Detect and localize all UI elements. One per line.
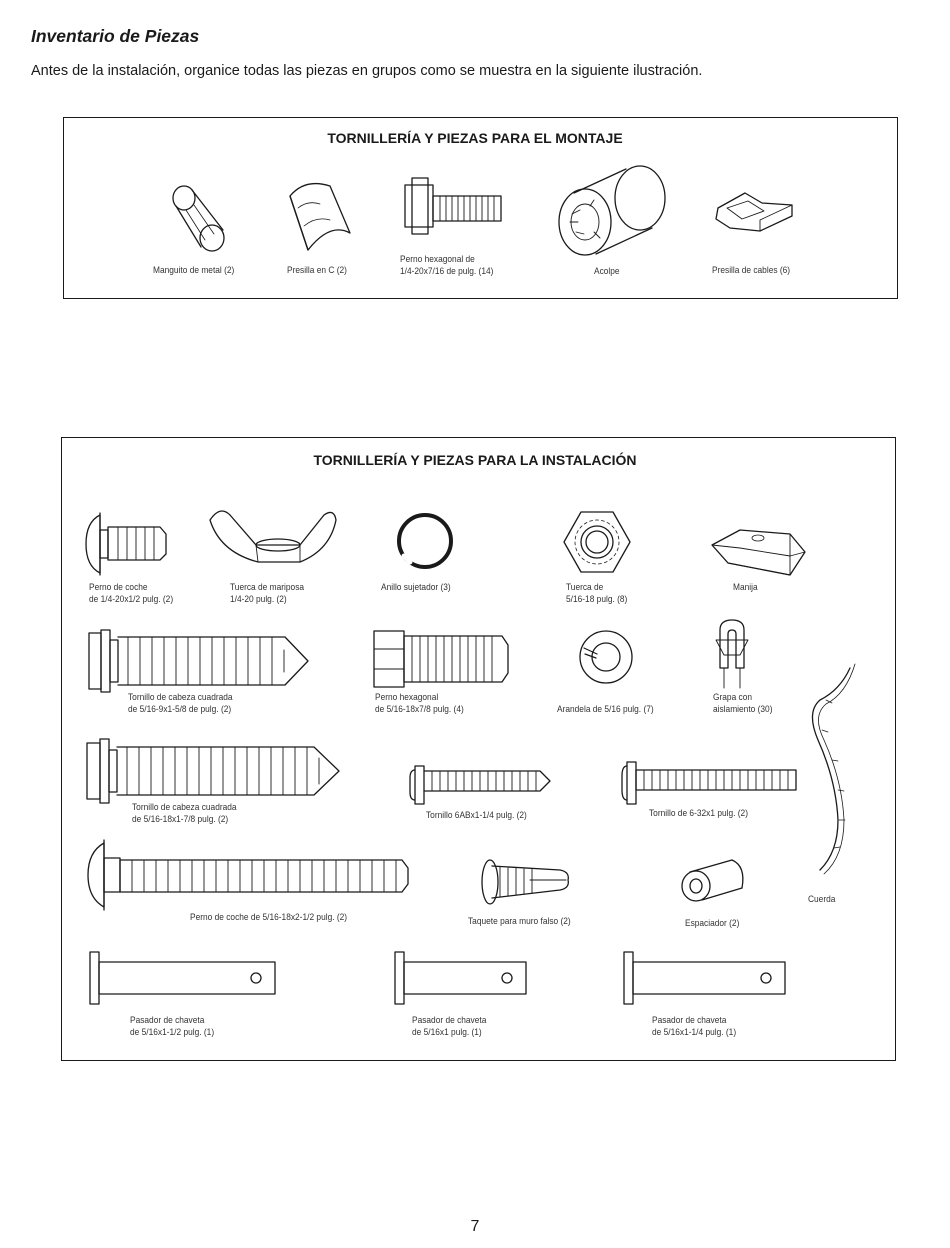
label-spacer: Espaciador (2) — [685, 918, 740, 929]
label-carriage-bolt-small: Perno de coche de 1/4-20x1/2 pulg. (2) — [89, 582, 174, 605]
label-coupler: Acolpe — [594, 266, 620, 277]
insulated-staple-icon — [716, 620, 748, 688]
cable-clip-icon — [716, 193, 792, 231]
hex-bolt-install-icon — [374, 631, 508, 687]
clevis-pin-1-icon — [90, 952, 275, 1004]
installation-hardware-title: TORNILLERÍA Y PIEZAS PARA LA INSTALACIÓN — [313, 452, 637, 468]
label-lag-screw-1: Tornillo de cabeza cuadrada de 5/16-9x1-5/8 de pulg. (2) — [128, 692, 233, 715]
label-machine-screw: Tornillo de 6-32x1 pulg. (2) — [649, 808, 748, 819]
metal-sleeve-icon — [173, 186, 224, 251]
clevis-pin-2-icon — [395, 952, 526, 1004]
lock-washer-icon — [580, 631, 632, 683]
handle-icon — [712, 530, 805, 575]
hex-bolt-icon — [405, 178, 501, 234]
clevis-pin-3-icon — [624, 952, 785, 1004]
rope-icon — [812, 664, 855, 874]
label-wing-nut: Tuerca de mariposa 1/4-20 pulg. (2) — [230, 582, 305, 605]
coupler-icon — [559, 166, 665, 255]
label-carriage-bolt-long: Perno de coche de 5/16-18x2-1/2 pulg. (2) — [190, 912, 348, 923]
label-self-tapping-screw: Tornillo 6ABx1-1/4 pulg. (2) — [426, 810, 527, 821]
label-hex-bolt-mount: Perno hexagonal de 1/4-20x7/16 de pulg. (14) — [400, 254, 494, 277]
page-title: Inventario de Piezas — [31, 26, 200, 46]
label-handle: Manija — [733, 582, 758, 593]
label-clevis-pin-2: Pasador de chaveta de 5/16x1 pulg. (1) — [412, 1015, 487, 1038]
mounting-hardware-title: TORNILLERÍA Y PIEZAS PARA EL MONTAJE — [327, 130, 623, 146]
label-drywall-anchor: Taquete para muro falso (2) — [468, 916, 571, 927]
label-clevis-pin-3: Pasador de chaveta de 5/16x1-1/4 pulg. (1) — [652, 1015, 737, 1038]
machine-screw-icon — [622, 762, 796, 804]
intro-text: Antes de la instalación, organice todas las piezas en grupos como se muestra en la siguiente ilustración. — [31, 63, 703, 79]
carriage-bolt-small-icon — [86, 513, 166, 575]
drywall-anchor-icon — [482, 860, 568, 904]
carriage-bolt-long-icon — [88, 840, 408, 910]
label-hex-bolt-install: Perno hexagonal de 5/16-18x7/8 pulg. (4) — [375, 692, 464, 715]
spacer-icon — [682, 860, 743, 901]
label-c-clip: Presilla en C (2) — [287, 265, 347, 276]
label-ring-fastener: Anillo sujetador (3) — [381, 582, 451, 593]
lag-screw-1-icon — [89, 630, 308, 692]
lag-screw-2-icon — [87, 739, 339, 803]
label-rope: Cuerda — [808, 894, 836, 905]
label-lag-screw-2: Tornillo de cabeza cuadrada de 5/16-18x1-7/8 pulg. (2) — [132, 802, 237, 825]
c-clip-icon — [290, 184, 350, 250]
wing-nut-icon — [210, 511, 336, 562]
label-lock-washer: Arandela de 5/16 pulg. (7) — [557, 704, 654, 715]
label-metal-sleeve: Manguito de metal (2) — [153, 265, 235, 276]
self-tapping-screw-icon — [410, 766, 550, 804]
label-insulated-staple: Grapa con aislamiento (30) — [713, 692, 773, 715]
page-number: 7 — [470, 1218, 480, 1235]
label-hex-nut: Tuerca de 5/16-18 pulg. (8) — [566, 582, 628, 605]
label-cable-clip: Presilla de cables (6) — [712, 265, 791, 276]
label-clevis-pin-1: Pasador de chaveta de 5/16x1-1/2 pulg. (1) — [130, 1015, 215, 1038]
hex-nut-icon — [564, 512, 630, 572]
ring-fastener-icon — [399, 515, 451, 567]
